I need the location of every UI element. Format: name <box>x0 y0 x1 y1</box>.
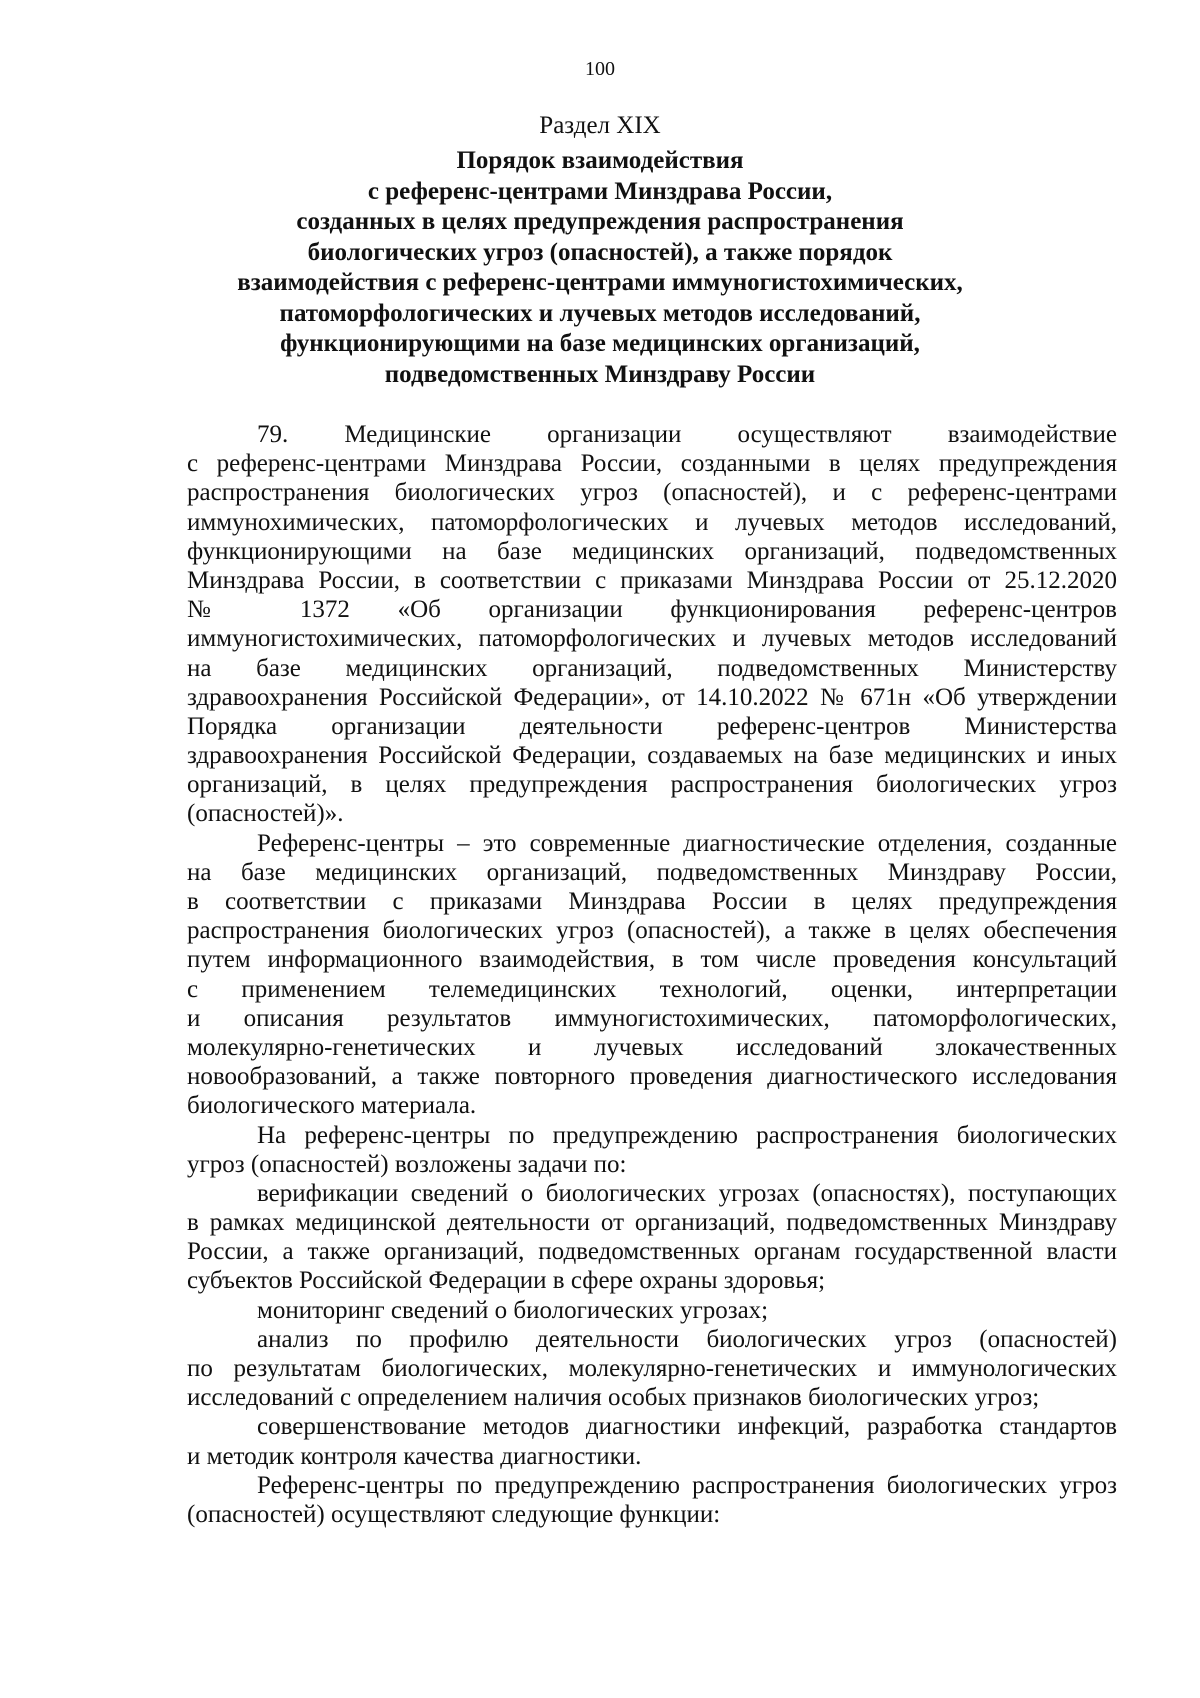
body-line: на базе медицинских организаций, подведомственных Министерству <box>187 654 1117 682</box>
heading-line: с референс-центрами Минздрава России, <box>367 177 833 205</box>
section-label: Раздел XIX <box>539 112 661 139</box>
heading-line: функционирующими на базе медицинских организаций, <box>280 330 920 357</box>
body-line: распространения биологических угроз (опасностей), и с референс-центрами <box>187 479 1117 507</box>
body-line: субъектов Российской Федерации в сфере охраны здоровья; <box>187 1267 826 1295</box>
body-line: Референс-центры по предупреждению распространения биологических угроз <box>257 1471 1117 1499</box>
heading-line: созданных в целях предупреждения распространения <box>296 208 904 235</box>
body-line: угроз (опасностей) возложены задачи по: <box>187 1150 627 1178</box>
body-line: распространения биологических угроз (опасностей), а также в целях обеспечения <box>187 917 1117 945</box>
body-line: совершенствование методов диагностики инфекций, разработка стандартов <box>257 1413 1117 1441</box>
body-line: и методик контроля качества диагностики. <box>187 1442 642 1470</box>
body-line: верификации сведений о биологических угрозах (опасностях), поступающих <box>257 1179 1117 1207</box>
body-line: и описания результатов иммуногистохимических, патоморфологических, <box>187 1004 1117 1032</box>
heading-line: взаимодействия с референс-центрами иммуногистохимических, <box>237 269 963 296</box>
section-heading <box>0 146 1200 390</box>
heading-line: Порядок взаимодействия <box>456 147 744 174</box>
body-line: анализ по профилю деятельности биологических угроз (опасностей) <box>257 1325 1117 1353</box>
heading-line: патоморфологических и лучевых методов исследований, <box>279 299 921 327</box>
body-line: функционирующими на базе медицинских организаций, подведомственных <box>187 537 1117 565</box>
body-line: с референс-центрами Минздрава России, созданными в целях предупреждения <box>187 450 1117 478</box>
body-line: исследований с определением наличия особых признаков биологических угроз; <box>187 1384 1040 1412</box>
body-line: Референс-центры – это современные диагностические отделения, созданные <box>257 829 1117 857</box>
body-line: здравоохранения Российской Федерации», от 14.10.2022 № 671н «Об утверждении <box>187 683 1117 711</box>
body-line: новообразований, а также повторного проведения диагностического исследования <box>187 1063 1117 1091</box>
body-line: с применением телемедицинских технологий, оценки, интерпретации <box>187 975 1117 1003</box>
body-line: здравоохранения Российской Федерации, создаваемых на базе медицинских и иных <box>187 742 1117 770</box>
body-line: в рамках медицинской деятельности от организаций, подведомственных Минздраву <box>187 1209 1117 1237</box>
body-line: России, а также организаций, подведомственных органам государственной власти <box>187 1238 1117 1266</box>
body-line: иммуногистохимических, патоморфологических и лучевых методов исследований <box>187 625 1117 653</box>
body-line: путем информационного взаимодействия, в том числе проведения консультаций <box>187 946 1117 974</box>
body-line: Минздрава России, в соответствии с приказами Минздрава России от 25.12.2020 <box>187 566 1117 594</box>
body-line: молекулярно-генетических и лучевых исследований злокачественных <box>187 1033 1117 1061</box>
body-text <box>187 420 1117 1529</box>
body-line: иммунохимических, патоморфологических и лучевых методов исследований, <box>187 508 1117 536</box>
body-line: мониторинг сведений о биологических угрозах; <box>257 1296 769 1324</box>
body-line: на базе медицинских организаций, подведомственных Минздраву России, <box>187 858 1117 886</box>
body-line: организаций, в целях предупреждения распространения биологических угроз <box>187 771 1117 799</box>
body-line: 79. Медицинские организации осуществляют взаимодействие <box>257 421 1117 448</box>
body-line: № 1372 «Об организации функционирования референс-центров <box>187 596 1117 624</box>
body-line: в соответствии с приказами Минздрава России в целях предупреждения <box>187 888 1117 915</box>
page-number: 100 <box>585 58 615 80</box>
body-line: Порядка организации деятельности референс-центров Министерства <box>187 712 1117 740</box>
body-line: На референс-центры по предупреждению распространения биологических <box>257 1121 1117 1149</box>
body-line: биологического материала. <box>187 1092 477 1120</box>
body-line: (опасностей)». <box>187 800 344 828</box>
heading-line: подведомственных Минздраву России <box>384 360 816 388</box>
heading-line: биологических угроз (опасностей), а также порядок <box>307 238 893 266</box>
body-line: по результатам биологических, молекулярно-генетических и иммунологических <box>187 1355 1117 1382</box>
body-line: (опасностей) осуществляют следующие функции: <box>187 1500 721 1528</box>
